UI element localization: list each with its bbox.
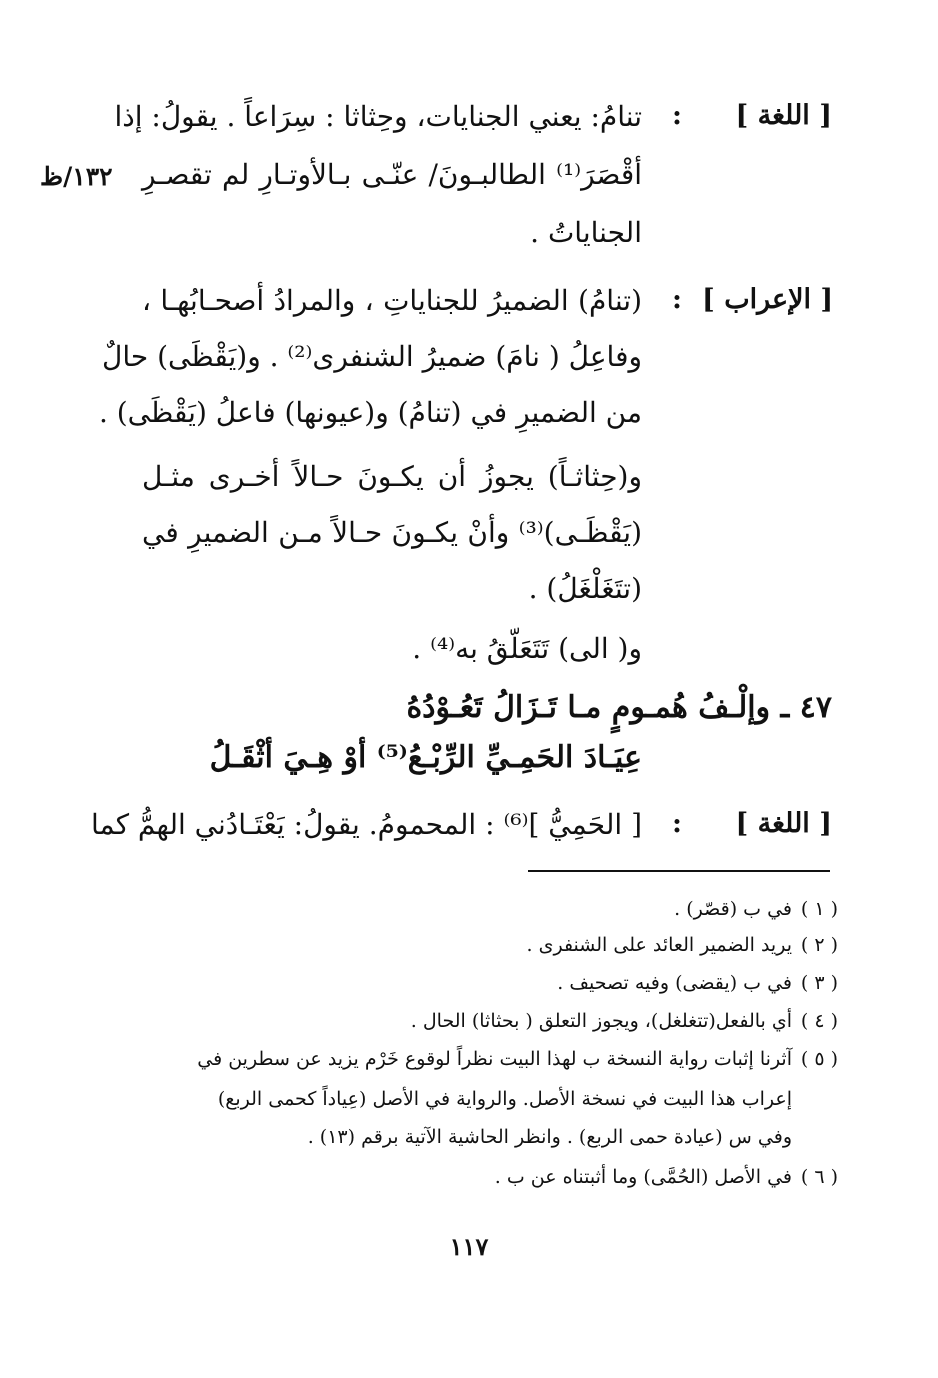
text-line: و( الى) تَتَعَلّقُ به⁽⁴⁾ .: [412, 632, 642, 665]
label-colon: :: [672, 100, 682, 131]
footnote-continuation: وفي س (عيادة حمى الربع) . وانظر الحاشية الآتية برقم (١٣) .: [307, 1126, 792, 1148]
footnote-text: في ب (يقضى) وفيه تصحيف .: [557, 972, 792, 994]
section-label-lugha: [ اللغة ]: [735, 808, 832, 839]
footnote-number: ( ٥ ): [800, 1048, 838, 1070]
footnote-text: يريد الضمير العائد على الشنفرى .: [526, 934, 792, 956]
text-line: تنامُ: يعني الجنايات، وحِثاثا : سِرَاعاً . يقولُ: إذا: [114, 100, 642, 133]
footnote-continuation: إعراب هذا البيت في نسخة الأصل. والرواية في الأصل (عِياداً كحمى الربع): [217, 1088, 792, 1110]
footnote-number: ( ٦ ): [800, 1166, 838, 1188]
footnote-separator: [528, 870, 830, 872]
verse-first-hemistich: ٤٧ ـ وإلْـفُ هُمـومٍ مـا تَـزَالُ تَعُـوْدُهُ: [406, 690, 832, 725]
text-line: (تتَغَلْغَلُ) .: [528, 572, 642, 605]
footnote-number: ( ٢ ): [800, 934, 838, 956]
footnote-number: ( ١ ): [800, 898, 838, 920]
text-line: من الضميرِ في (تنامُ) و(عيونها) فاعلُ (يَقْظَى) .: [98, 396, 642, 429]
label-colon: :: [672, 284, 682, 315]
text-line: وفاعِلُ ( نامَ) ضميرُ الشنفرى⁽²⁾ . و(يَقْظَى) حالٌ: [102, 340, 642, 373]
verse-second-hemistich: عِيَـادَ الحَمِـيِّ الرِّبْـعُ⁽⁵⁾ أوْ هِـيَ أثْقَـلُ: [209, 740, 642, 775]
label-colon: :: [672, 808, 682, 839]
footnote-text: آثرنا إثبات رواية النسخة ب لهذا البيت نظراً لوقوع خَرْم يزيد عن سطرين في: [197, 1048, 792, 1070]
text-line: (يَقْظَـى)⁽³⁾ وأنْ يكـونَ حـالاً مـن الضميرِ في: [142, 516, 642, 549]
section-label-irab: [ الإعراب ]: [702, 284, 834, 315]
manuscript-folio-note: ١٣٢/ظ: [40, 162, 113, 191]
footnote-number: ( ٣ ): [800, 972, 838, 994]
verse-47: [142, 690, 832, 800]
text-line: الجناياتُ .: [530, 216, 642, 249]
footnote-number: ( ٤ ): [800, 1010, 838, 1032]
text-line: و(حِثاثـاً) يجوزُ أن يكـونَ حـالاً أخـرى مثـل: [142, 460, 642, 493]
text-line: [ الحَمِيُّ ]⁽⁶⁾ : المحمومُ. يقولُ: يَعْتَـادُني الهمُّ كما: [90, 808, 642, 841]
text-line: أقْصَرَ⁽¹⁾ الطالبـونَ/ عنّـى بـالأوتـارِ لم تقصـرِ: [142, 158, 642, 191]
section-label-lugha: [ اللغة ]: [735, 100, 832, 131]
footnote-text: أي بالفعل(تتغلغل)، ويجوز التعلق ( بحثاثا) الحال .: [410, 1010, 792, 1032]
page-number: ١١٧: [449, 1232, 489, 1261]
footnote-text: في الأصل (الحُمَّى) وما أثبتناه عن ب .: [494, 1166, 792, 1188]
footnote-text: في ب (قصّر) .: [674, 898, 792, 920]
text-line: (تنامُ) الضميرُ للجناياتِ ، والمرادُ أصحـابُهـا ،: [142, 284, 642, 317]
